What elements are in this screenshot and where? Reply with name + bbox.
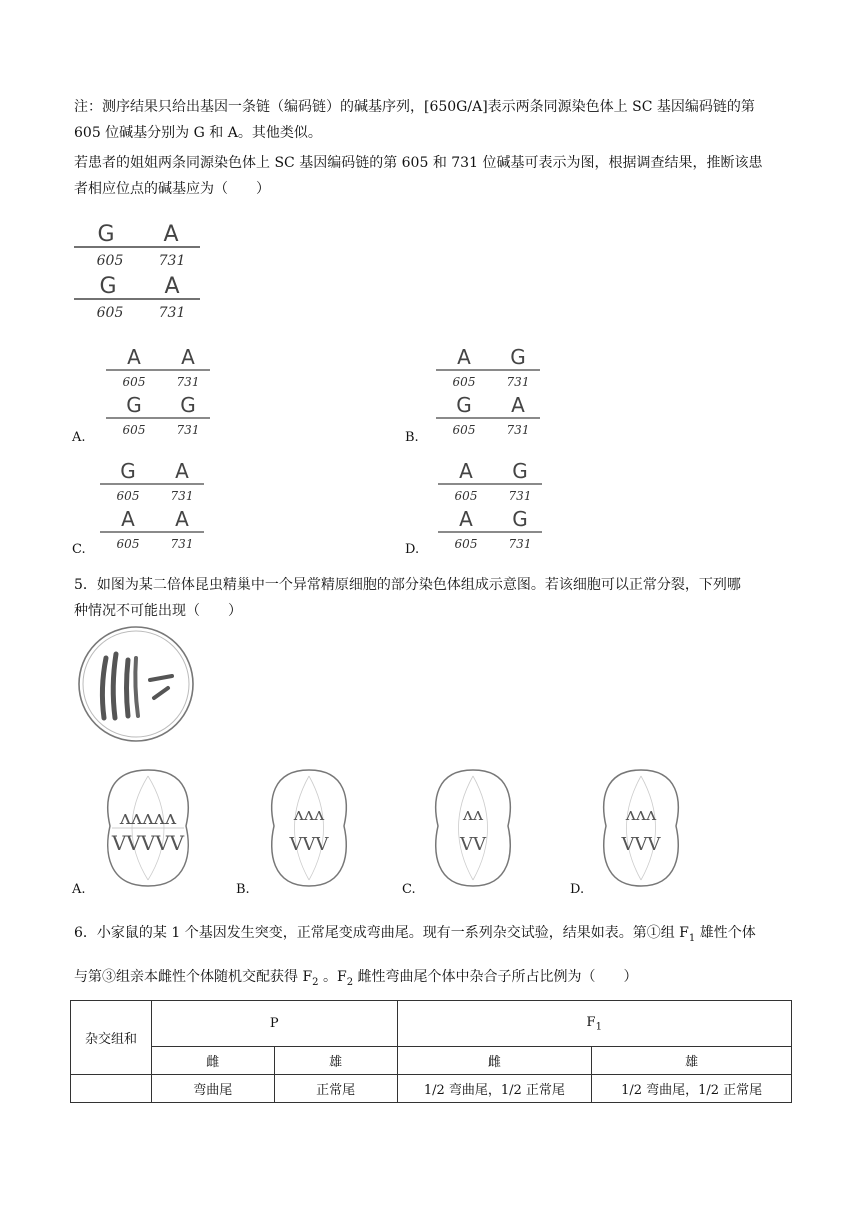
table-cell: 1/2 弯曲尾，1/2 正常尾 [592,1075,792,1103]
table-header-f1: $F_1$ [397,1001,791,1047]
table-row [71,1075,792,1103]
option-c-top-2: A [175,459,189,483]
figure-sister-alleles [70,215,210,330]
sister-pos-1b: 605 [96,305,124,321]
svg-text:605: 605 [116,537,140,551]
note-line-1: 注：测序结果只给出基因一条链（编码链）的碱基序列，[650G/A]表示两条同源染色体上 SC 基因编码链的第 [74,99,755,115]
svg-text:731: 731 [508,489,532,503]
svg-text:ᴧᴧᴧ: ᴧᴧᴧ [625,804,657,825]
sister-bottom-2: A [164,274,180,299]
option-d-top-1: A [459,459,473,483]
option-b-bottom-2: A [511,393,525,417]
svg-text:ᴧᴧᴧᴧᴧ: ᴧᴧᴧᴧᴧ [119,805,177,829]
table-header-cross-group: 杂交组和 [71,1001,152,1075]
option-b-label[interactable]: B. [405,430,419,445]
svg-text:VVV: VVV [621,834,661,855]
table-cell [71,1075,152,1103]
option5-a-label[interactable]: A. [72,882,86,897]
option-a-top-1: A [127,345,141,369]
option-c-label[interactable]: C. [72,542,86,557]
option5-c-figure[interactable] [426,764,520,892]
svg-text:VV: VV [460,834,486,855]
svg-text:731: 731 [508,537,532,551]
q6-line-1: 6．小家鼠的某 1 个基因发生突变，正常尾变成弯曲尾。现有一系列杂交试验，结果如表。第①组 $F_1$ 雄性个体 [74,925,756,944]
option-c-figure[interactable] [98,454,208,558]
svg-text:605: 605 [122,375,146,389]
svg-text:605: 605 [116,489,140,503]
svg-text:731: 731 [506,375,530,389]
option-b-top-1: A [457,345,471,369]
option-b-top-2: G [510,345,526,369]
option-d-bottom-1: A [459,507,473,531]
option5-d-figure[interactable] [594,764,688,892]
option-b-bottom-1: G [456,393,472,417]
option5-b-figure[interactable] [262,764,356,892]
table-cell: 弯曲尾 [151,1075,274,1103]
cross-results-table [70,1000,792,1103]
spermatogonium-figure [74,624,198,744]
note-line-2: 605 位碱基分别为 G 和 A。其他类似。 [74,125,322,141]
table-subheader-p-male: 雄 [274,1047,397,1075]
table-cell: 正常尾 [274,1075,397,1103]
option5-b-label[interactable]: B. [236,882,250,897]
table-subheader-f1-male: 雄 [592,1047,792,1075]
option5-d-label[interactable]: D. [570,882,585,897]
option-d-bottom-2: G [512,507,528,531]
option-a-bottom-1: G [126,393,142,417]
table-header-p: P [151,1001,397,1047]
svg-text:731: 731 [170,489,194,503]
sister-pos-2a: 731 [158,253,186,269]
option5-c-label[interactable]: C. [402,882,416,897]
option-a-label[interactable]: A. [72,430,86,445]
q5-line-1: 5．如图为某二倍体昆虫精巢中一个异常精原细胞的部分染色体组成示意图。若该细胞可以正常分裂，下列哪 [74,577,741,593]
svg-text:731: 731 [176,423,200,437]
svg-text:605: 605 [454,489,478,503]
q5-line-2: 种情况不可能出现（ ） [74,603,242,619]
q4-line-2: 者相应位点的碱基应为（ ） [74,181,270,197]
svg-text:605: 605 [122,423,146,437]
svg-text:ᴧᴧᴧ: ᴧᴧᴧ [293,804,325,825]
q4-line-1: 若患者的姐姐两条同源染色体上 SC 基因编码链的第 605 和 731 位碱基可表示为图，根据调查结果，推断该患 [74,155,763,171]
option5-a-figure[interactable] [96,764,200,892]
option-d-figure[interactable] [436,454,546,558]
svg-text:605: 605 [452,423,476,437]
sister-pos-1a: 605 [96,253,124,269]
option-c-top-1: G [120,459,136,483]
option-a-figure[interactable] [104,340,214,444]
svg-text:605: 605 [452,375,476,389]
option-d-top-2: G [512,459,528,483]
option-c-bottom-2: A [175,507,189,531]
option-b-figure[interactable] [434,340,544,444]
option-a-bottom-2: G [180,393,196,417]
q6-line-2: 与第③组亲本雌性个体随机交配获得 $F_2$ 。$F_2$ 雌性弯曲尾个体中杂合子所占比例为（ ） [74,969,638,988]
svg-text:ᴧᴧ: ᴧᴧ [462,804,484,825]
table-cell: 1/2 弯曲尾，1/2 正常尾 [397,1075,592,1103]
table-subheader-p-female: 雌 [151,1047,274,1075]
svg-text:731: 731 [506,423,530,437]
svg-text:731: 731 [176,375,200,389]
option-c-bottom-1: A [121,507,135,531]
svg-text:VVV: VVV [289,834,329,855]
option-d-label[interactable]: D. [405,542,420,557]
option-a-top-2: A [181,345,195,369]
svg-text:605: 605 [454,537,478,551]
sister-pos-2b: 731 [158,305,186,321]
table-subheader-f1-female: 雌 [397,1047,592,1075]
sister-bottom-1: G [99,274,117,299]
svg-text:VVVVV: VVVVV [111,831,185,855]
sister-top-2: A [163,222,179,247]
svg-text:731: 731 [170,537,194,551]
sister-top-1: G [97,222,115,247]
